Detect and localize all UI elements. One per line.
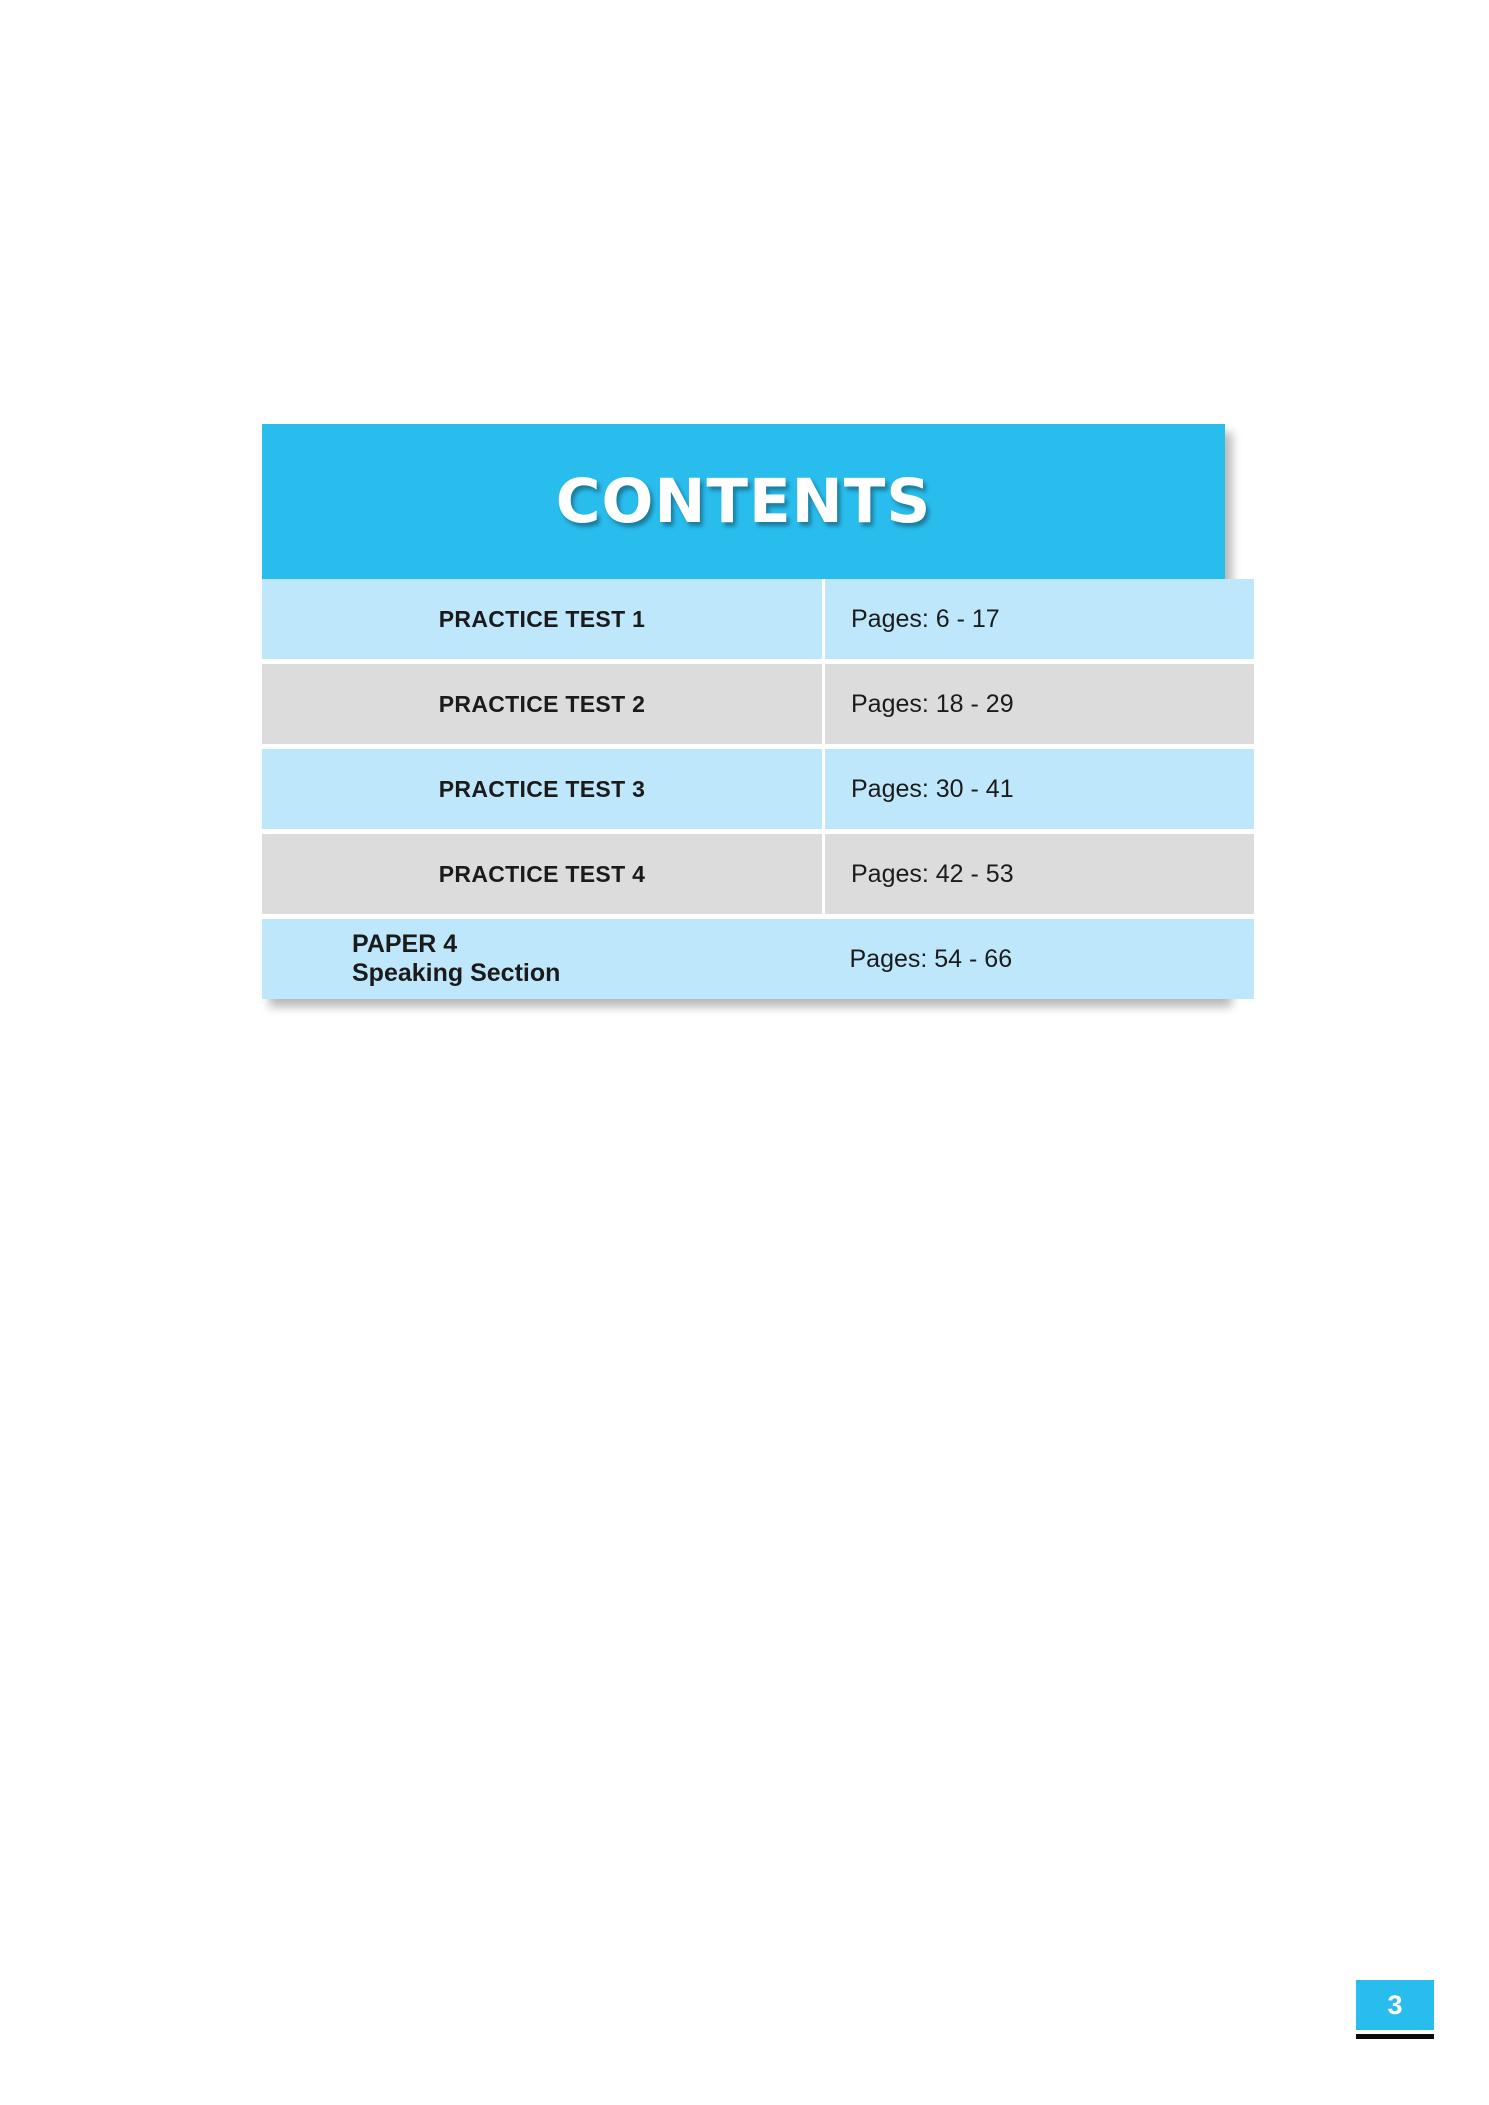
table-cell-pages	[824, 749, 1255, 829]
paper-4-label: PAPER 4	[352, 929, 458, 958]
page-number: 3	[1387, 1989, 1403, 2020]
table-row[interactable]	[262, 749, 1254, 829]
speaking-section-label: Speaking Section	[352, 959, 561, 987]
paper-4-pages: Pages: 54 - 66	[849, 944, 1013, 973]
practice-test-1-label: PRACTICE TEST 1	[438, 605, 646, 632]
contents-title: CONTENTS	[555, 466, 932, 537]
table-row[interactable]	[262, 919, 1254, 999]
practice-test-1-pages: Pages: 6 - 17	[851, 604, 1000, 633]
contents-header	[262, 424, 1225, 579]
contents-table	[262, 579, 1254, 999]
table-cell-label	[262, 664, 824, 744]
table-cell-pages	[824, 664, 1255, 744]
table-cell-label	[262, 749, 824, 829]
practice-test-2-label: PRACTICE TEST 2	[438, 690, 646, 717]
table-row[interactable]	[262, 579, 1254, 659]
table-row[interactable]	[262, 664, 1254, 744]
table-cell-label	[262, 919, 824, 999]
table-row[interactable]	[262, 834, 1254, 914]
table-cell-label	[262, 579, 824, 659]
practice-test-3-pages: Pages: 30 - 41	[851, 774, 1014, 803]
practice-test-4-pages: Pages: 42 - 53	[851, 859, 1014, 888]
table-cell-pages	[824, 919, 1255, 999]
page-number-rule	[1356, 2034, 1434, 2039]
contents-card	[262, 424, 1225, 999]
page-number-badge	[1356, 1980, 1434, 2030]
table-cell-label	[262, 834, 824, 914]
practice-test-4-label: PRACTICE TEST 4	[438, 860, 646, 887]
practice-test-3-label: PRACTICE TEST 3	[438, 775, 646, 802]
table-cell-pages	[824, 579, 1255, 659]
table-cell-pages	[824, 834, 1255, 914]
practice-test-2-pages: Pages: 18 - 29	[851, 689, 1014, 718]
